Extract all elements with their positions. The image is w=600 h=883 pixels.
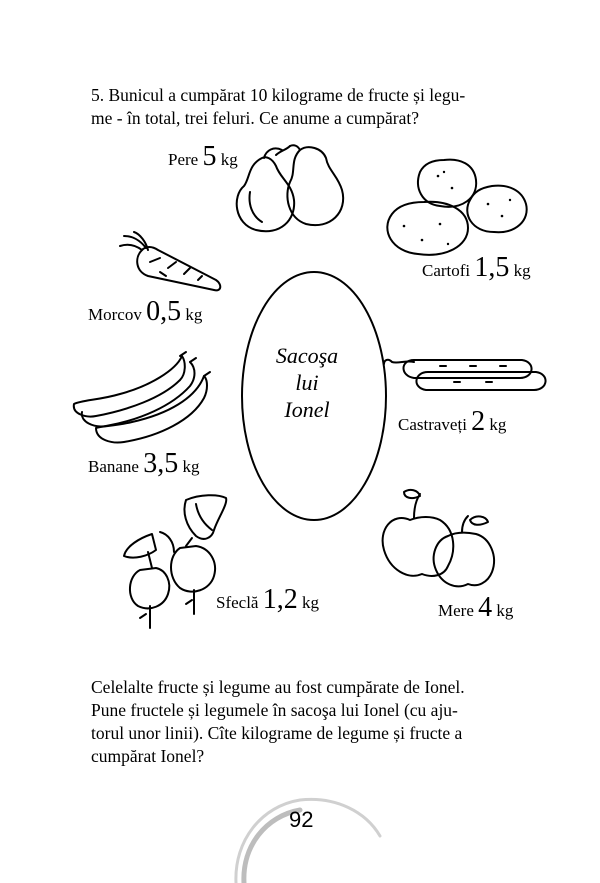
label-cartofi (422, 252, 531, 284)
item-name: Mere (438, 601, 474, 620)
label-pere (168, 141, 238, 173)
item-unit: kg (182, 457, 200, 476)
item-unit: kg (513, 261, 531, 280)
item-qty: 1,5 (474, 252, 510, 283)
bag-label-line-3: Ionel (284, 397, 330, 422)
question-line-3: torul unor linii). Cîte kilograme de legume și fructe a (91, 723, 463, 743)
apple-icon (383, 490, 494, 586)
item-name: Pere (168, 150, 199, 169)
item-name: Morcov (88, 305, 142, 324)
beet-icon (124, 495, 226, 628)
item-name: Cartofi (422, 261, 471, 280)
label-castraveti (398, 406, 506, 438)
label-mere (438, 592, 513, 624)
item-qty: 1,2 (262, 584, 298, 615)
question-text (91, 676, 531, 768)
cucumber-icon (384, 360, 546, 390)
item-qty: 2 (471, 406, 486, 437)
item-unit: kg (220, 150, 238, 169)
bag-label (252, 342, 362, 423)
item-unit: kg (496, 601, 514, 620)
item-qty: 0,5 (146, 296, 182, 327)
question-line-1: Celelalte fructe și legume au fost cumpărate de Ionel. (91, 677, 465, 697)
label-banane (88, 448, 199, 480)
label-morcov (88, 296, 202, 328)
pear-icon (237, 145, 343, 231)
banana-icon (74, 352, 210, 442)
bag-label-line-2: lui (295, 370, 319, 395)
item-unit: kg (301, 593, 319, 612)
intro-line-1: 5. Bunicul a cumpărat 10 kilograme de fructe și legu- (91, 85, 466, 105)
question-line-4: cumpărat Ionel? (91, 746, 205, 766)
question-line-2: Pune fructele și legumele în sacoşa lui Ionel (cu aju- (91, 700, 458, 720)
page-number: 92 (289, 807, 314, 832)
item-qty: 3,5 (143, 448, 179, 479)
item-name: Banane (88, 457, 139, 476)
label-sfecla (216, 584, 319, 616)
item-name: Castraveți (398, 415, 467, 434)
item-name: Sfeclă (216, 593, 259, 612)
item-qty: 4 (478, 592, 493, 623)
potato-icon (387, 160, 526, 255)
item-qty: 5 (202, 141, 217, 172)
bag-label-line-1: Sacoşa (275, 343, 339, 368)
intro-line-2: me - în total, trei feluri. Ce anume a cumpărat? (91, 108, 419, 128)
item-unit: kg (185, 305, 203, 324)
carrot-icon (120, 232, 220, 290)
item-unit: kg (489, 415, 507, 434)
